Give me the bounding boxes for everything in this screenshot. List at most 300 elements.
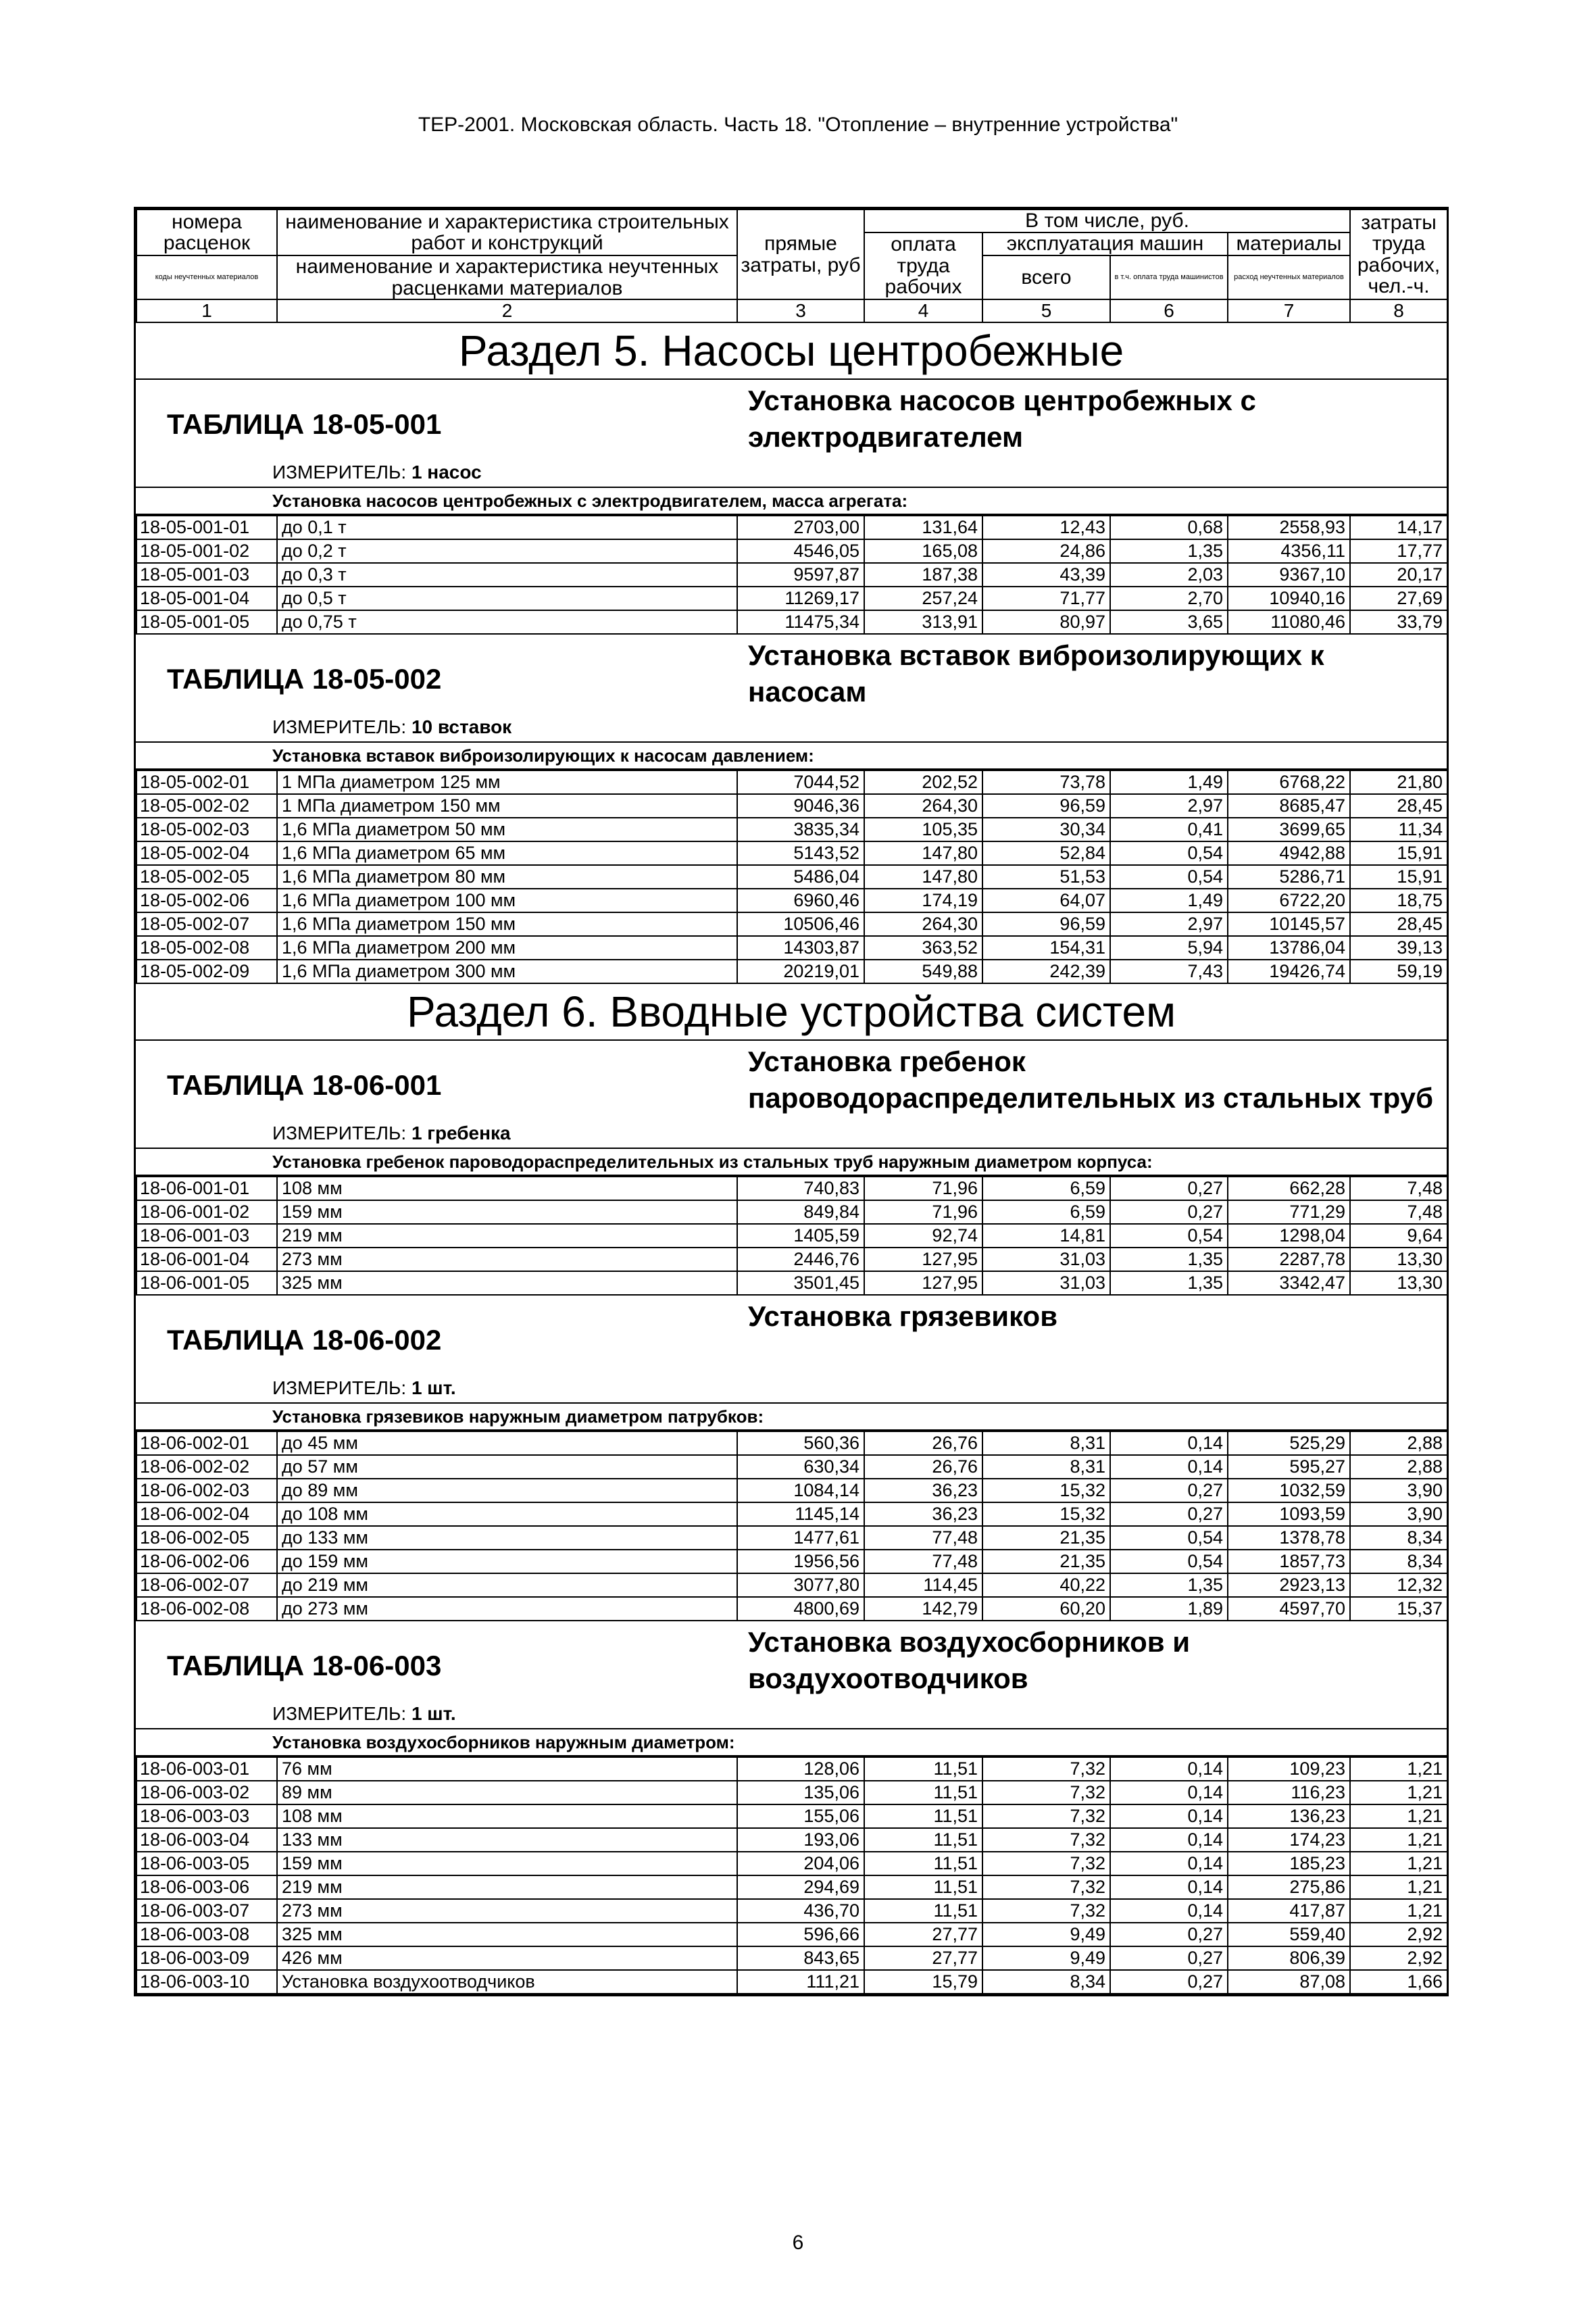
cell-materials-cost: 1032,59 [1228,1479,1350,1502]
cell-machines-total: 52,84 [982,841,1110,865]
cell-wages: 36,23 [864,1502,982,1526]
measure-label: ИЗМЕРИТЕЛЬ: [272,716,407,737]
cell-rate-code: 18-06-001-01 [136,1177,277,1200]
cell-wages: 11,51 [864,1828,982,1852]
rate-rows-table [136,1176,1448,1296]
table-row [136,912,1447,936]
cell-wages: 77,48 [864,1550,982,1573]
cell-materials-cost: 662,28 [1228,1177,1350,1200]
cell-machines-total: 14,81 [982,1224,1110,1248]
cell-materials-cost: 4942,88 [1228,841,1350,865]
rate-table-block [136,1621,1447,1994]
rate-table-block [136,635,1447,984]
cell-operator-wages: 0,14 [1110,1804,1228,1828]
rate-table-name: ТАБЛИЦА 18-06-001 [167,1069,442,1101]
cell-wages: 26,76 [864,1431,982,1455]
cell-operator-wages: 0,68 [1110,516,1228,539]
cell-work-name: 159 мм [277,1852,737,1875]
cell-labor-hours: 8,34 [1350,1526,1447,1550]
table-row [136,1200,1447,1224]
table-row [136,1479,1447,1502]
cell-rate-code: 18-05-002-05 [136,865,277,889]
cell-rate-code: 18-06-003-10 [136,1970,277,1994]
cell-machines-total: 7,32 [982,1852,1110,1875]
cell-machines-total: 80,97 [982,610,1110,634]
cell-rate-code: 18-06-002-06 [136,1550,277,1573]
cell-operator-wages: 0,14 [1110,1899,1228,1923]
measure-value: 1 шт. [411,1703,456,1724]
cell-operator-wages: 1,89 [1110,1597,1228,1621]
rate-table-heading [136,1041,1447,1119]
cell-materials-cost: 10145,57 [1228,912,1350,936]
table-row [136,818,1447,841]
cell-wages: 11,51 [864,1781,982,1804]
cell-operator-wages: 0,14 [1110,1455,1228,1479]
rate-table-description: Установка грязевиков [748,1300,1058,1332]
cell-operator-wages: 2,97 [1110,912,1228,936]
cell-operator-wages: 1,35 [1110,539,1228,563]
cell-operator-wages: 1,35 [1110,1573,1228,1597]
cell-work-name: до 0,2 т [277,539,737,563]
cell-direct-costs: 155,06 [737,1804,864,1828]
measure-unit-line [136,1374,1447,1404]
col-header-machines-total: всего [982,255,1110,299]
cell-operator-wages: 0,14 [1110,1781,1228,1804]
cell-labor-hours: 1,21 [1350,1781,1447,1804]
table-row [136,936,1447,960]
cell-direct-costs: 7044,52 [737,770,864,794]
cell-materials-cost: 10940,16 [1228,587,1350,610]
cell-work-name: 426 мм [277,1946,737,1970]
cell-operator-wages: 0,14 [1110,1757,1228,1781]
cell-direct-costs: 596,66 [737,1923,864,1946]
cell-machines-total: 154,31 [982,936,1110,960]
cell-work-name: до 0,75 т [277,610,737,634]
cell-work-name: 1,6 МПа диаметром 65 мм [277,841,737,865]
cell-operator-wages: 0,27 [1110,1946,1228,1970]
cell-rate-code: 18-06-003-06 [136,1875,277,1899]
measure-unit-line [136,713,1447,743]
rate-table-name: ТАБЛИЦА 18-06-003 [167,1650,442,1681]
cell-wages: 257,24 [864,587,982,610]
cell-labor-hours: 15,37 [1350,1597,1447,1621]
rate-rows-table [136,1756,1448,1994]
table-row [136,1804,1447,1828]
col-header-operator-wages: в т.ч. оплата труда машинистов [1110,255,1228,299]
cell-work-name: 325 мм [277,1271,737,1295]
rate-table-subheading: Установка гребенок пароводораспределительных из стальных труб наружным диаметром корпуса: [136,1149,1447,1176]
cell-machines-total: 7,32 [982,1781,1110,1804]
cell-labor-hours: 15,91 [1350,841,1447,865]
cell-labor-hours: 1,21 [1350,1875,1447,1899]
rate-table-block [136,1041,1447,1296]
table-row [136,1224,1447,1248]
cell-rate-code: 18-06-002-07 [136,1573,277,1597]
cell-work-name: 159 мм [277,1200,737,1224]
cell-operator-wages: 0,54 [1110,865,1228,889]
cell-labor-hours: 7,48 [1350,1200,1447,1224]
cell-machines-total: 64,07 [982,889,1110,912]
cell-rate-code: 18-06-003-09 [136,1946,277,1970]
cell-materials-cost: 806,39 [1228,1946,1350,1970]
cell-machines-total: 31,03 [982,1271,1110,1295]
table-row [136,563,1447,587]
cell-materials-cost: 417,87 [1228,1899,1350,1923]
col-header-unaccounted-materials: расход неучтенных материалов [1228,255,1350,299]
cell-machines-total: 40,22 [982,1573,1110,1597]
cell-wages: 71,96 [864,1177,982,1200]
cell-labor-hours: 21,80 [1350,770,1447,794]
cell-materials-cost: 595,27 [1228,1455,1350,1479]
cell-machines-total: 21,35 [982,1526,1110,1550]
cell-rate-code: 18-06-002-04 [136,1502,277,1526]
cell-direct-costs: 843,65 [737,1946,864,1970]
cell-rate-code: 18-05-001-02 [136,539,277,563]
cell-wages: 27,77 [864,1946,982,1970]
cell-work-name: 273 мм [277,1248,737,1271]
col-number: 3 [737,299,864,322]
cell-work-name: 108 мм [277,1177,737,1200]
cell-labor-hours: 7,48 [1350,1177,1447,1200]
cell-operator-wages: 0,27 [1110,1502,1228,1526]
rate-table-description: Установка насосов центробежных с электродвигателем [748,385,1256,453]
cell-materials-cost: 525,29 [1228,1431,1350,1455]
cell-wages: 174,19 [864,889,982,912]
column-header-table [136,209,1448,323]
table-row [136,1573,1447,1597]
cell-work-name: 1 МПа диаметром 125 мм [277,770,737,794]
cell-operator-wages: 1,35 [1110,1271,1228,1295]
cell-machines-total: 43,39 [982,563,1110,587]
cell-machines-total: 31,03 [982,1248,1110,1271]
cell-direct-costs: 5486,04 [737,865,864,889]
cell-machines-total: 7,32 [982,1875,1110,1899]
table-row [136,1271,1447,1295]
rate-table-subheading: Установка грязевиков наружным диаметром патрубков: [136,1404,1447,1431]
cell-wages: 11,51 [864,1757,982,1781]
cell-rate-code: 18-06-001-03 [136,1224,277,1248]
cell-operator-wages: 3,65 [1110,610,1228,634]
cell-materials-cost: 13786,04 [1228,936,1350,960]
rate-table-block [136,1296,1447,1621]
cell-wages: 15,79 [864,1970,982,1994]
cell-rate-code: 18-06-002-08 [136,1597,277,1621]
rate-table-description: Установка гребенок пароводораспределительных из стальных труб [748,1045,1434,1114]
cell-wages: 105,35 [864,818,982,841]
cell-rate-code: 18-06-001-02 [136,1200,277,1224]
cell-operator-wages: 0,14 [1110,1431,1228,1455]
page-number: 6 [792,2232,804,2254]
cell-direct-costs: 1956,56 [737,1550,864,1573]
cell-work-name: Установка воздухоотводчиков [277,1970,737,1994]
cell-machines-total: 8,34 [982,1970,1110,1994]
cell-operator-wages: 0,41 [1110,818,1228,841]
cell-direct-costs: 111,21 [737,1970,864,1994]
cell-direct-costs: 5143,52 [737,841,864,865]
cell-labor-hours: 59,19 [1350,960,1447,983]
cell-labor-hours: 39,13 [1350,936,1447,960]
cell-rate-code: 18-06-003-02 [136,1781,277,1804]
col-header-name: наименование и характеристика строительных работ и конструкций [277,210,737,255]
col-header-materials: материалы [1228,232,1350,255]
cell-materials-cost: 19426,74 [1228,960,1350,983]
cell-machines-total: 7,32 [982,1757,1110,1781]
rate-table-heading [136,380,1447,458]
table-row [136,1781,1447,1804]
cell-operator-wages: 1,49 [1110,889,1228,912]
cell-materials-cost: 109,23 [1228,1757,1350,1781]
cell-direct-costs: 11269,17 [737,587,864,610]
measure-unit-line [136,1119,1447,1149]
cell-machines-total: 30,34 [982,818,1110,841]
rate-table-heading [136,1621,1447,1700]
table-row [136,841,1447,865]
rate-table-description: Установка вставок виброизолирующих к насосам [748,639,1324,708]
table-row [136,1946,1447,1970]
table-row [136,1550,1447,1573]
cell-labor-hours: 3,90 [1350,1502,1447,1526]
cell-direct-costs: 740,83 [737,1177,864,1200]
cell-operator-wages: 5,94 [1110,936,1228,960]
cell-labor-hours: 8,34 [1350,1550,1447,1573]
table-row [136,1502,1447,1526]
cell-rate-code: 18-05-001-03 [136,563,277,587]
cell-operator-wages: 7,43 [1110,960,1228,983]
col-number: 1 [136,299,277,322]
cell-materials-cost: 5286,71 [1228,865,1350,889]
table-row [136,1177,1447,1200]
rate-table-subheading: Установка насосов центробежных с электродвигателем, масса агрегата: [136,488,1447,515]
cell-labor-hours: 1,21 [1350,1899,1447,1923]
cell-labor-hours: 13,30 [1350,1271,1447,1295]
cell-wages: 11,51 [864,1875,982,1899]
cell-direct-costs: 1477,61 [737,1526,864,1550]
cell-machines-total: 6,59 [982,1200,1110,1224]
cell-machines-total: 24,86 [982,539,1110,563]
cell-labor-hours: 2,92 [1350,1923,1447,1946]
cell-work-name: до 57 мм [277,1455,737,1479]
cell-machines-total: 12,43 [982,516,1110,539]
cell-wages: 549,88 [864,960,982,983]
cell-materials-cost: 1378,78 [1228,1526,1350,1550]
cell-rate-code: 18-05-001-05 [136,610,277,634]
cell-machines-total: 7,32 [982,1828,1110,1852]
cell-rate-code: 18-06-003-01 [136,1757,277,1781]
cell-materials-cost: 4356,11 [1228,539,1350,563]
cell-machines-total: 96,59 [982,912,1110,936]
cell-materials-cost: 1093,59 [1228,1502,1350,1526]
cell-machines-total: 9,49 [982,1923,1110,1946]
cell-operator-wages: 0,54 [1110,1526,1228,1550]
column-number-row [136,299,1447,322]
cell-wages: 71,96 [864,1200,982,1224]
cell-labor-hours: 1,66 [1350,1970,1447,1994]
rate-table-name: ТАБЛИЦА 18-05-002 [167,663,442,695]
table-row [136,1757,1447,1781]
section-title [136,323,1447,380]
rate-table-subheading: Установка воздухосборников наружным диаметром: [136,1729,1447,1756]
cell-labor-hours: 11,34 [1350,818,1447,841]
cell-operator-wages: 0,14 [1110,1852,1228,1875]
cell-operator-wages: 0,54 [1110,841,1228,865]
cell-rate-code: 18-05-002-03 [136,818,277,841]
cell-wages: 77,48 [864,1526,982,1550]
cell-rate-code: 18-06-002-01 [136,1431,277,1455]
cell-operator-wages: 0,27 [1110,1177,1228,1200]
cell-materials-cost: 185,23 [1228,1852,1350,1875]
cell-labor-hours: 1,21 [1350,1828,1447,1852]
cell-work-name: 1,6 МПа диаметром 300 мм [277,960,737,983]
col-header-labor: затраты труда рабочих, чел.-ч. [1350,210,1447,299]
cell-work-name: 1 МПа диаметром 150 мм [277,794,737,818]
cell-work-name: до 133 мм [277,1526,737,1550]
cell-rate-code: 18-05-002-08 [136,936,277,960]
cell-labor-hours: 18,75 [1350,889,1447,912]
rate-table-description: Установка воздухосборников и воздухоотводчиков [748,1626,1191,1694]
cell-wages: 11,51 [864,1852,982,1875]
cell-direct-costs: 9046,36 [737,794,864,818]
table-row [136,610,1447,634]
table-row [136,1899,1447,1923]
cell-rate-code: 18-06-003-04 [136,1828,277,1852]
cell-direct-costs: 630,34 [737,1455,864,1479]
cell-labor-hours: 9,64 [1350,1224,1447,1248]
cell-direct-costs: 294,69 [737,1875,864,1899]
cell-wages: 11,51 [864,1804,982,1828]
cell-operator-wages: 0,27 [1110,1200,1228,1224]
col-number: 5 [982,299,1110,322]
measure-label: ИЗМЕРИТЕЛЬ: [272,462,407,483]
cell-rate-code: 18-05-002-07 [136,912,277,936]
cell-direct-costs: 1405,59 [737,1224,864,1248]
measure-unit-line [136,1700,1447,1729]
cell-work-name: 273 мм [277,1899,737,1923]
cell-machines-total: 21,35 [982,1550,1110,1573]
cell-operator-wages: 2,70 [1110,587,1228,610]
cell-work-name: 1,6 МПа диаметром 200 мм [277,936,737,960]
cell-direct-costs: 2703,00 [737,516,864,539]
cell-work-name: 108 мм [277,1804,737,1828]
cell-wages: 131,64 [864,516,982,539]
table-row [136,1852,1447,1875]
cell-labor-hours: 20,17 [1350,563,1447,587]
cell-rate-code: 18-06-003-08 [136,1923,277,1946]
cell-materials-cost: 9367,10 [1228,563,1350,587]
cell-wages: 202,52 [864,770,982,794]
cell-rate-code: 18-05-001-01 [136,516,277,539]
cell-materials-cost: 275,86 [1228,1875,1350,1899]
col-header-direct-costs: прямые затраты, руб [737,210,864,299]
cell-labor-hours: 1,21 [1350,1852,1447,1875]
cell-direct-costs: 20219,01 [737,960,864,983]
cell-rate-code: 18-05-002-02 [136,794,277,818]
cell-work-name: 76 мм [277,1757,737,1781]
cell-direct-costs: 436,70 [737,1899,864,1923]
cell-labor-hours: 3,90 [1350,1479,1447,1502]
cell-direct-costs: 2446,76 [737,1248,864,1271]
cell-direct-costs: 9597,87 [737,563,864,587]
cell-work-name: до 0,1 т [277,516,737,539]
table-row [136,1597,1447,1621]
cell-rate-code: 18-06-001-04 [136,1248,277,1271]
col-number: 2 [277,299,737,322]
rate-table-subheading: Установка вставок виброизолирующих к насосам давлением: [136,743,1447,770]
cell-work-name: 1,6 МПа диаметром 150 мм [277,912,737,936]
cell-materials-cost: 136,23 [1228,1804,1350,1828]
rate-table-name: ТАБЛИЦА 18-06-002 [167,1324,442,1356]
cell-direct-costs: 14303,87 [737,936,864,960]
table-row [136,865,1447,889]
rate-rows-table [136,1431,1448,1621]
cell-labor-hours: 2,88 [1350,1455,1447,1479]
cell-machines-total: 73,78 [982,770,1110,794]
cell-labor-hours: 12,32 [1350,1573,1447,1597]
cell-labor-hours: 1,21 [1350,1757,1447,1781]
table-row [136,1431,1447,1455]
cell-work-name: до 219 мм [277,1573,737,1597]
cell-direct-costs: 11475,34 [737,610,864,634]
measure-value: 1 насос [411,462,482,483]
cell-materials-cost: 771,29 [1228,1200,1350,1224]
table-row [136,889,1447,912]
table-row [136,960,1447,983]
cell-work-name: 1,6 МПа диаметром 100 мм [277,889,737,912]
cell-materials-cost: 6768,22 [1228,770,1350,794]
rate-table-block [136,380,1447,635]
cell-rate-code: 18-05-002-04 [136,841,277,865]
cell-wages: 147,80 [864,841,982,865]
table-row [136,1875,1447,1899]
cell-machines-total: 60,20 [982,1597,1110,1621]
rate-table-name: ТАБЛИЦА 18-05-001 [167,408,442,440]
cell-materials-cost: 2287,78 [1228,1248,1350,1271]
rate-table-heading [136,635,1447,713]
cell-labor-hours: 1,21 [1350,1804,1447,1828]
cell-rate-code: 18-06-002-03 [136,1479,277,1502]
table-row [136,516,1447,539]
cell-work-name: 133 мм [277,1828,737,1852]
cell-rate-code: 18-06-002-02 [136,1455,277,1479]
cell-direct-costs: 560,36 [737,1431,864,1455]
cell-labor-hours: 13,30 [1350,1248,1447,1271]
cell-machines-total: 8,31 [982,1431,1110,1455]
cell-labor-hours: 33,79 [1350,610,1447,634]
table-row [136,587,1447,610]
cell-operator-wages: 1,49 [1110,770,1228,794]
measure-value: 1 гребенка [411,1123,511,1143]
cell-machines-total: 71,77 [982,587,1110,610]
page-header-title: ТЕР-2001. Московская область. Часть 18. "Отопление – внутренние устройства" [418,114,1178,136]
cell-wages: 92,74 [864,1224,982,1248]
cell-wages: 36,23 [864,1479,982,1502]
measure-label: ИЗМЕРИТЕЛЬ: [272,1123,407,1143]
cell-labor-hours: 28,45 [1350,912,1447,936]
col-header-unaccounted-name: наименование и характеристика неучтенных расценками материалов [277,255,737,299]
table-row [136,770,1447,794]
cell-direct-costs: 128,06 [737,1757,864,1781]
cell-wages: 165,08 [864,539,982,563]
cell-labor-hours: 14,17 [1350,516,1447,539]
col-number: 8 [1350,299,1447,322]
cell-materials-cost: 3699,65 [1228,818,1350,841]
cell-direct-costs: 135,06 [737,1781,864,1804]
cell-labor-hours: 28,45 [1350,794,1447,818]
cell-machines-total: 242,39 [982,960,1110,983]
cell-work-name: до 0,5 т [277,587,737,610]
col-header-machines: эксплуатация машин [982,232,1228,255]
cell-direct-costs: 193,06 [737,1828,864,1852]
table-row [136,1828,1447,1852]
